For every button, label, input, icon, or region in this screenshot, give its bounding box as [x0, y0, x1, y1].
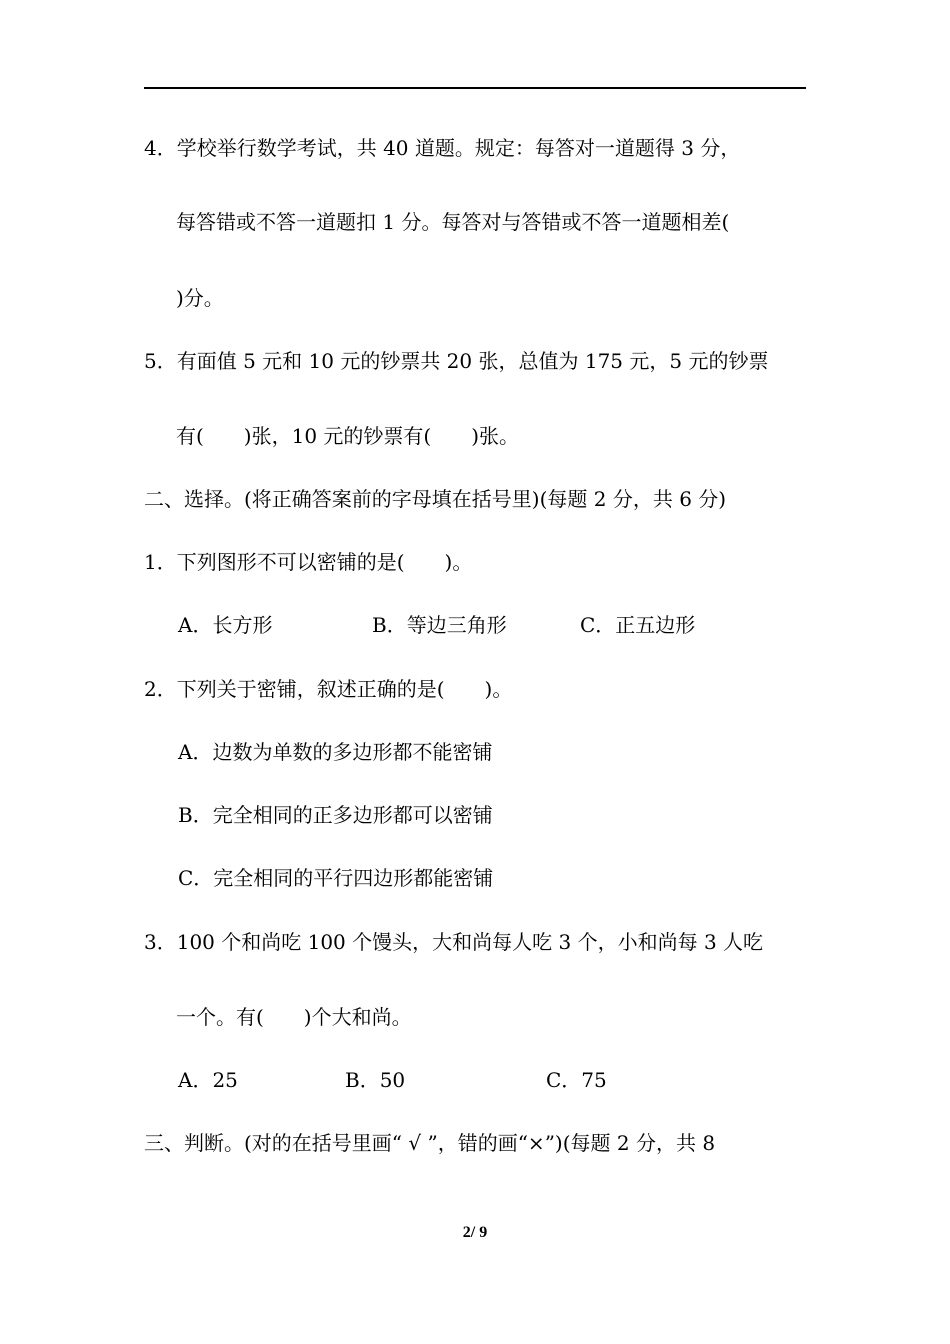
s2-q2-option-a: A．边数为单数的多边形都不能密铺: [178, 740, 493, 764]
s2-q1-option-a: A．长方形: [178, 613, 273, 637]
s2-q2-option-b: B．完全相同的正多边形都可以密铺: [178, 803, 493, 827]
s2-q2-option-c: C．完全相同的平行四边形都能密铺: [178, 866, 494, 890]
s2-q3-line2: 一个。有( )个大和尚。: [176, 1005, 412, 1029]
q4-line2: 每答错或不答一道题扣 1 分。每答对与答错或不答一道题相差(: [176, 210, 730, 234]
s2-q3-option-a: A．25: [178, 1068, 238, 1092]
q5-line1: 5．有面值 5 元和 10 元的钞票共 20 张，总值为 175 元，5 元的钞票: [144, 349, 769, 373]
header-rule: [144, 87, 806, 89]
s2-q1-stem: 1．下列图形不可以密铺的是( )。: [144, 550, 473, 574]
q4-line1: 4．学校举行数学考试，共 40 道题。规定：每答对一道题得 3 分，: [144, 136, 741, 160]
s2-q2-stem: 2．下列关于密铺，叙述正确的是( )。: [144, 677, 513, 701]
s2-q3-line1: 3．100 个和尚吃 100 个馒头，大和尚每人吃 3 个，小和尚每 3 人吃: [144, 930, 764, 954]
s2-q1-option-b: B．等边三角形: [372, 613, 507, 637]
q5-line2: 有( )张，10 元的钞票有( )张。: [176, 424, 520, 448]
q4-line3: )分。: [176, 286, 224, 310]
section2-heading: 二、选择。(将正确答案前的字母填在括号里)(每题 2 分，共 6 分): [144, 487, 727, 511]
page-number: 2/ 9: [462, 1224, 488, 1241]
section3-heading: 三、判断。(对的在括号里画“ √ ”，错的画“×”)(每题 2 分，共 8: [144, 1131, 716, 1155]
s2-q1-option-c: C．正五边形: [580, 613, 696, 637]
s2-q3-option-c: C．75: [546, 1068, 607, 1092]
s2-q3-option-b: B．50: [345, 1068, 406, 1092]
